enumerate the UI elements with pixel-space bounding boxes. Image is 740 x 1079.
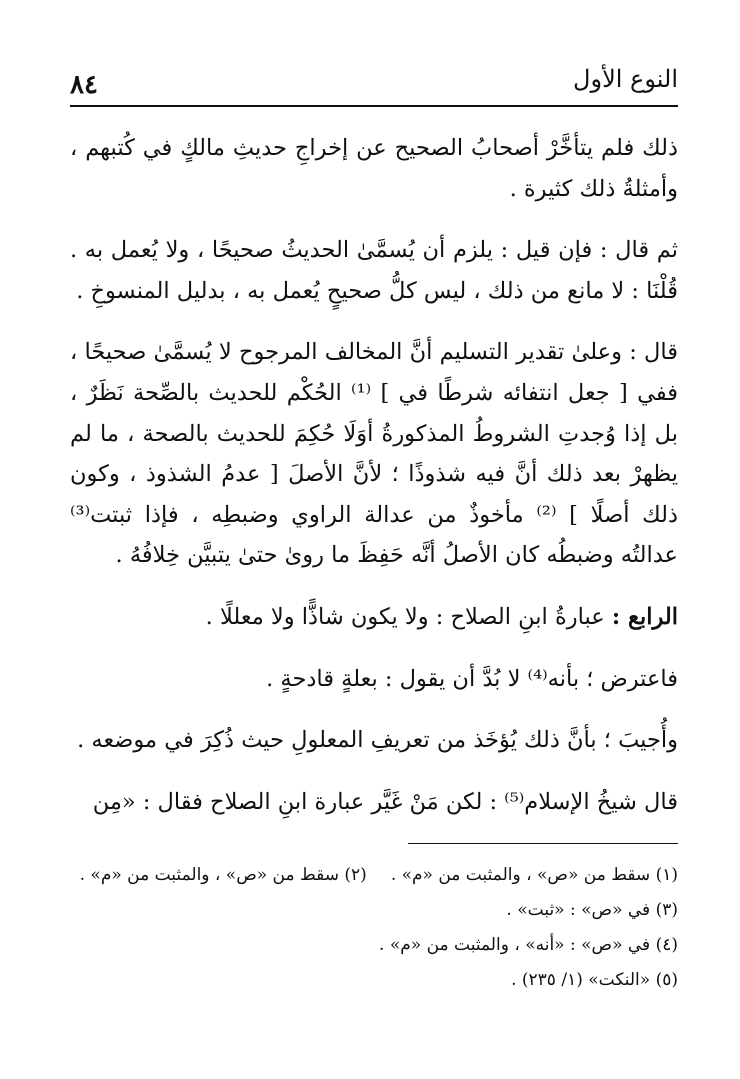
footnote: (٤) في «ص» : «أنه» ، والمثبت من «م» .	[379, 935, 678, 956]
paragraph	[70, 720, 678, 761]
paragraph-text: فاعترض ؛ بأنه⁽⁴⁾ لا بُدَّ أن يقول : بعلةٍ قادحةٍ .	[266, 665, 678, 692]
paragraph-text: قال شيخُ الإسلام⁽⁵⁾ : لكن مَنْ غَيَّر عبارة ابنِ الصلاح فقال : «مِن	[92, 788, 678, 815]
footnote-line	[70, 858, 678, 893]
paragraph-text: عبارةُ ابنِ الصلاح : ولا يكون شاذًّا ولا معللًا .	[205, 603, 605, 630]
paragraph	[70, 230, 678, 311]
paragraph	[70, 659, 678, 700]
header-rule	[70, 105, 678, 107]
page-number: ٨٤	[70, 70, 98, 100]
footnote-separator	[408, 843, 678, 844]
paragraph	[70, 128, 678, 209]
paragraph-text: وأُجيبَ ؛ بأنَّ ذلك يُؤخَذ من تعريفِ المعلولِ حيث ذُكِرَ في موضعه .	[77, 727, 678, 754]
footnotes	[70, 858, 678, 998]
footnote: (٢) سقط من «ص» ، والمثبت من «م» .	[79, 865, 367, 886]
running-title: النوع الأول	[573, 65, 678, 93]
page-header	[70, 0, 678, 112]
paragraph	[70, 597, 678, 638]
paragraph	[70, 332, 678, 576]
footnote: (٥) «النكت» (١/ ٢٣٥) .	[511, 970, 678, 991]
footnote-line	[70, 963, 678, 998]
footnote-line	[70, 893, 678, 928]
paragraph-text: ذلك فلم يتأخَّرْ أصحابُ الصحيح عن إخراجِ حديثِ مالكٍ في كُتبهم ، وأمثلةُ ذلك كثيرة .	[70, 135, 678, 202]
footnote-line	[70, 928, 678, 963]
footnote: (١) سقط من «ص» ، والمثبت من «م» .	[390, 865, 678, 886]
paragraph-text: قال : وعلىٰ تقدير التسليم أنَّ المخالف المرجوح لا يُسمَّىٰ صحيحًا ، ففي [ جعل انتفائه شرطًا في ] ⁽¹⁾ الحُكْم للحديث بالصِّحة نَظَرٌ ، بل إذا وُجدتِ الشروطُ المذكورةُ أوَلَا حُكِمَ للحديث بالصحة ، ما لم يظهرْ بعد ذلك أنَّ فيه شذوذًا ؛ لأنَّ الأصلَ [ عدمُ الشذوذ ، وكون ذلك أصلًا ] ⁽²⁾ مأخوذٌ من عدالة الراوي وضبطِه ، فإذا ثبتت⁽³⁾ عدالتُه وضبطُه كان الأصلُ أنَّه حَفِظَ ما روىٰ حتىٰ يتبيَّن خِلافُهُ .	[70, 339, 679, 569]
paragraph-text: ثم قال : فإن قيل : يلزم أن يُسمَّىٰ الحديثُ صحيحًا ، ولا يُعمل به . قُلْنَا : لا مانع من ذلك ، ليس كلُّ صحيحٍ يُعمل به ، بدليل المنسوخِ .	[70, 237, 678, 304]
paragraph	[70, 782, 678, 823]
footnote: (٣) في «ص» : «ثبت» .	[506, 900, 678, 921]
section-lead: الرابع :	[611, 603, 678, 630]
main-text	[70, 128, 678, 822]
